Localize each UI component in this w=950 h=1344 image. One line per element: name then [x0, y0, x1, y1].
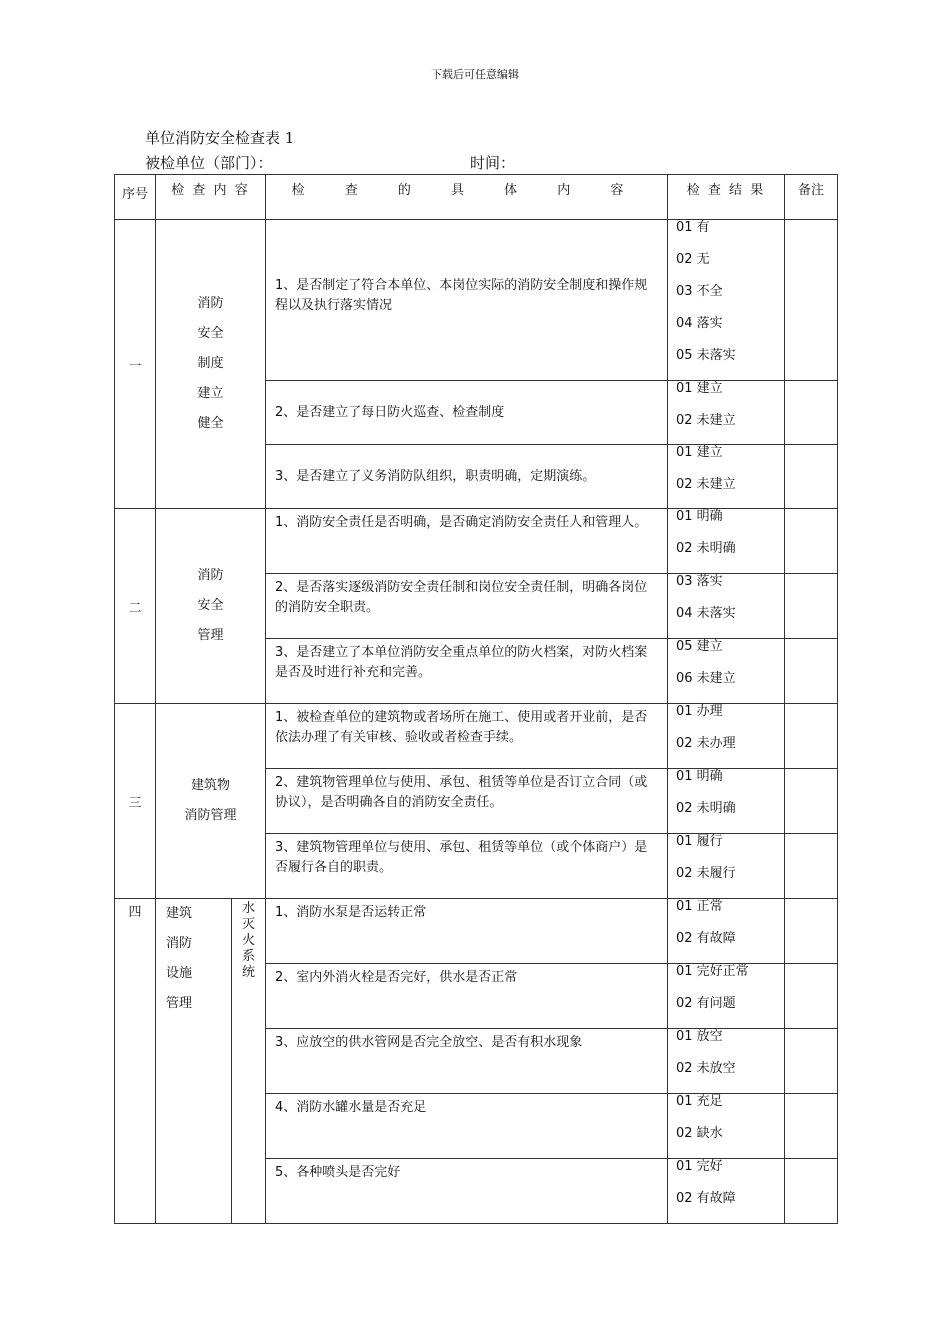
header-seq: 序号	[115, 175, 156, 220]
result-option: 02 未明确	[676, 541, 736, 556]
table-body	[115, 220, 838, 1224]
result-option: 01 履行	[676, 834, 723, 849]
result-option: 01 有	[676, 220, 710, 235]
header-content: 检 查 的 具 体 内 容	[266, 175, 668, 220]
result-option: 02 未建立	[676, 413, 736, 428]
section-seq: 三	[115, 704, 156, 899]
check-result	[668, 381, 785, 445]
section-category	[156, 220, 266, 509]
check-result	[668, 509, 785, 574]
note-cell	[785, 964, 838, 1029]
result-option: 02 未建立	[676, 477, 736, 492]
category-line: 建筑物	[190, 778, 230, 793]
check-result	[668, 769, 785, 834]
check-item: 1、消防安全责任是否明确，是否确定消防安全责任人和管理人。	[266, 509, 668, 574]
table-row	[115, 220, 838, 381]
result-option: 02 有故障	[676, 1191, 736, 1206]
check-result	[668, 1094, 785, 1159]
result-option: 05 建立	[676, 639, 723, 654]
check-result	[668, 1159, 785, 1224]
result-option: 02 未办理	[676, 736, 736, 751]
category-line: 安全	[197, 326, 224, 341]
category-line: 消防	[166, 936, 193, 951]
note-cell	[785, 381, 838, 445]
result-option: 01 完好正常	[676, 964, 749, 979]
note-cell	[785, 1029, 838, 1094]
section-category	[156, 899, 232, 1224]
section-category	[156, 509, 266, 704]
check-item: 1、是否制定了符合本单位、本岗位实际的消防安全制度和操作规程以及执行落实情况	[266, 220, 668, 381]
note-cell	[785, 834, 838, 899]
result-option: 01 建立	[676, 445, 723, 460]
table-row	[115, 509, 838, 574]
result-option: 03 不全	[676, 284, 723, 299]
result-option: 01 建立	[676, 381, 723, 396]
result-option: 01 放空	[676, 1029, 723, 1044]
category-line: 消防	[197, 296, 224, 311]
check-item: 3、建筑物管理单位与使用、承包、租赁等单位（或个体商户）是否履行各自的职责。	[266, 834, 668, 899]
note-cell	[785, 1159, 838, 1224]
check-result	[668, 445, 785, 509]
category-line: 健全	[197, 416, 224, 431]
result-option: 03 落实	[676, 574, 723, 589]
result-option: 02 有故障	[676, 931, 736, 946]
check-item: 2、是否落实逐级消防安全责任制和岗位安全责任制，明确各岗位的消防安全职责。	[266, 574, 668, 639]
top-note: 下载后可任意编辑	[431, 68, 519, 81]
check-result	[668, 704, 785, 769]
check-result	[668, 964, 785, 1029]
section-seq: 二	[115, 509, 156, 704]
sub-category: 水 灭 火 系 统	[232, 899, 266, 1224]
check-item: 2、是否建立了每日防火巡查、检查制度	[266, 381, 668, 445]
result-option: 05 未落实	[676, 348, 736, 363]
result-option: 02 有问题	[676, 996, 736, 1011]
section-seq: 一	[115, 220, 156, 509]
check-result	[668, 899, 785, 964]
category-line: 建筑	[166, 906, 193, 921]
category-line: 消防管理	[184, 808, 237, 823]
note-cell	[785, 639, 838, 704]
note-cell	[785, 769, 838, 834]
section-seq: 四	[115, 899, 156, 1224]
time-label: 时间：	[470, 154, 516, 172]
check-item: 3、应放空的供水管网是否完全放空、是否有积水现象	[266, 1029, 668, 1094]
result-option: 01 明确	[676, 509, 723, 524]
table-row	[115, 899, 838, 964]
result-option: 02 未明确	[676, 801, 736, 816]
check-item: 1、被检查单位的建筑物或者场所在施工、使用或者开业前，是否依法办理了有关审核、验收或者检查手续。	[266, 704, 668, 769]
result-option: 04 落实	[676, 316, 723, 331]
result-option: 01 办理	[676, 704, 723, 719]
result-option: 02 无	[676, 252, 710, 267]
result-option: 04 未落实	[676, 606, 736, 621]
note-cell	[785, 574, 838, 639]
result-option: 01 充足	[676, 1094, 723, 1109]
note-cell	[785, 704, 838, 769]
check-result	[668, 834, 785, 899]
category-line: 管理	[166, 996, 193, 1011]
result-option: 02 未履行	[676, 866, 736, 881]
result-option: 02 未放空	[676, 1061, 736, 1076]
check-item: 4、消防水罐水量是否充足	[266, 1094, 668, 1159]
page-title: 单位消防安全检查表 1	[145, 129, 295, 147]
section-category	[156, 704, 266, 899]
result-option: 01 正常	[676, 899, 723, 914]
check-item: 3、是否建立了本单位消防安全重点单位的防火档案，对防火档案是否及时进行补充和完善。	[266, 639, 668, 704]
inspected-unit-label: 被检单位（部门）：	[145, 154, 273, 172]
category-line: 安全	[197, 598, 224, 613]
table-row	[115, 704, 838, 769]
result-option: 01 完好	[676, 1159, 723, 1174]
check-result	[668, 1029, 785, 1094]
category-line: 制度	[197, 356, 224, 371]
check-result	[668, 220, 785, 381]
header-category: 检 查 内 容	[156, 175, 266, 220]
check-result	[668, 574, 785, 639]
note-cell	[785, 445, 838, 509]
check-item: 5、各种喷头是否完好	[266, 1159, 668, 1224]
check-result	[668, 639, 785, 704]
check-item: 2、建筑物管理单位与使用、承包、租赁等单位是否订立合同（或协议），是否明确各自的消防安全责任。	[266, 769, 668, 834]
header-note: 备注	[785, 175, 838, 220]
check-item: 3、是否建立了义务消防队组织，职责明确，定期演练。	[266, 445, 668, 509]
check-item: 2、室内外消火栓是否完好，供水是否正常	[266, 964, 668, 1029]
result-option: 02 缺水	[676, 1126, 723, 1141]
category-line: 管理	[197, 628, 224, 643]
note-cell	[785, 509, 838, 574]
category-line: 设施	[166, 966, 193, 981]
category-line: 建立	[197, 386, 224, 401]
category-line: 消防	[197, 568, 224, 583]
note-cell	[785, 1094, 838, 1159]
result-option: 06 未建立	[676, 671, 736, 686]
header-result: 检 查 结 果	[668, 175, 785, 220]
inspection-table	[114, 174, 838, 1224]
note-cell	[785, 220, 838, 381]
note-cell	[785, 899, 838, 964]
result-option: 01 明确	[676, 769, 723, 784]
check-item: 1、消防水泵是否运转正常	[266, 899, 668, 964]
